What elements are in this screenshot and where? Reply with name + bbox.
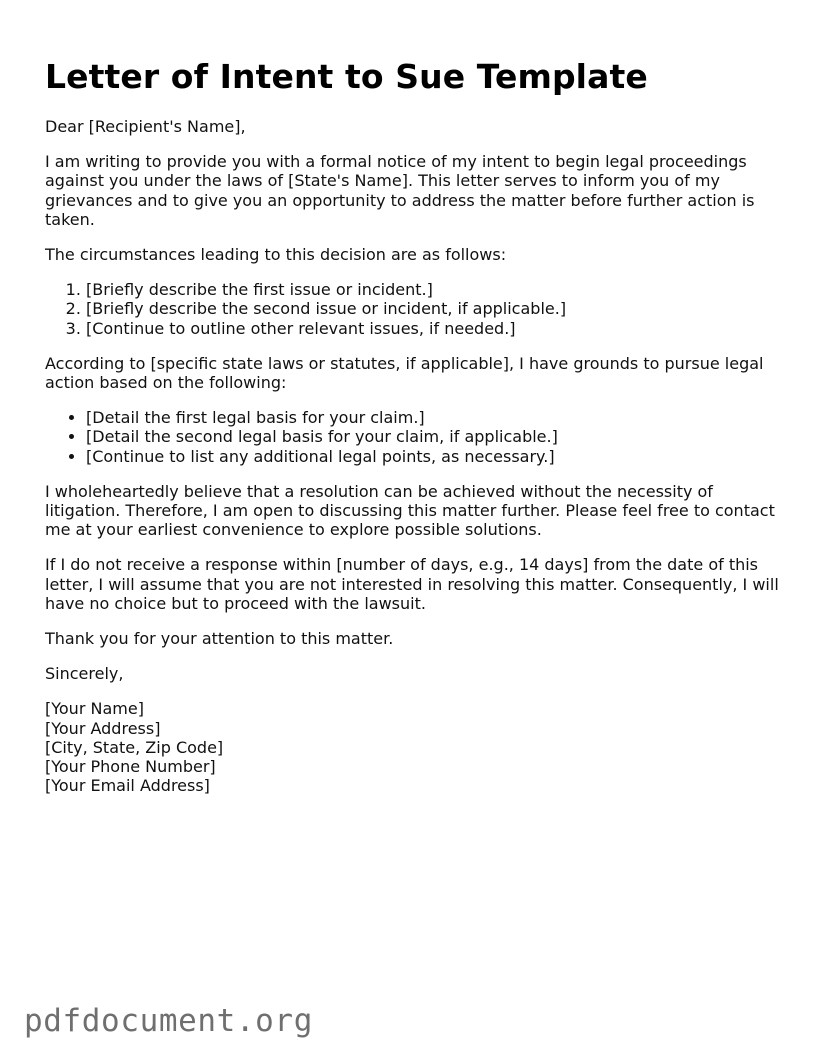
letter-page [45, 54, 785, 795]
legal-intro: According to [specific state laws or statutes, if applicable], I have grounds to pursue legal action based on the following: [45, 353, 764, 393]
legal-points-list [45, 408, 785, 466]
signature-phone: [Your Phone Number] [45, 757, 216, 777]
signature-address: [Your Address] [45, 718, 161, 738]
list-item: • [Detail the second legal basis for your claim, if applicable.] [86, 427, 785, 446]
circumstances-list [45, 280, 785, 338]
list-item: 2. [Briefly describe the second issue or incident, if applicable.] [86, 299, 785, 318]
watermark: pdfdocument.org [24, 1003, 313, 1039]
thanks-paragraph: Thank you for your attention to this matter. [45, 629, 394, 649]
signature-city: [City, State, Zip Code] [45, 737, 224, 757]
circumstances-intro: The circumstances leading to this decision are as follows: [45, 245, 507, 265]
signature-name: [Your Name] [45, 699, 144, 719]
salutation: Dear [Recipient's Name], [45, 117, 246, 136]
signature-block [45, 699, 785, 795]
deadline-paragraph: If I do not receive a response within [number of days, e.g., 14 days] from the date of this letter, I will assume that you are not interested in resolving this matter. Consequently, I will have no choice but to proceed with the lawsuit. [45, 555, 779, 613]
list-item: 1. [Briefly describe the first issue or incident.] [86, 280, 785, 299]
document-title: Letter of Intent to Sue Template [45, 57, 648, 96]
list-item: 3. [Continue to outline other relevant issues, if needed.] [86, 319, 785, 338]
intro-paragraph: I am writing to provide you with a formal notice of my intent to begin legal proceedings against you under the laws of [State's Name]. This letter serves to inform you of my grievances and to give you an opportunity to address the matter before further action is taken. [45, 152, 755, 229]
closing: Sincerely, [45, 664, 124, 684]
list-item: • [Continue to list any additional legal points, as necessary.] [86, 447, 785, 466]
list-item: • [Detail the first legal basis for your claim.] [86, 408, 785, 427]
signature-email: [Your Email Address] [45, 776, 210, 796]
resolution-paragraph: I wholeheartedly believe that a resolution can be achieved without the necessity of litigation. Therefore, I am open to discussing this matter further. Please feel free to contact me at your earliest convenience to explore possible solutions. [45, 481, 775, 540]
